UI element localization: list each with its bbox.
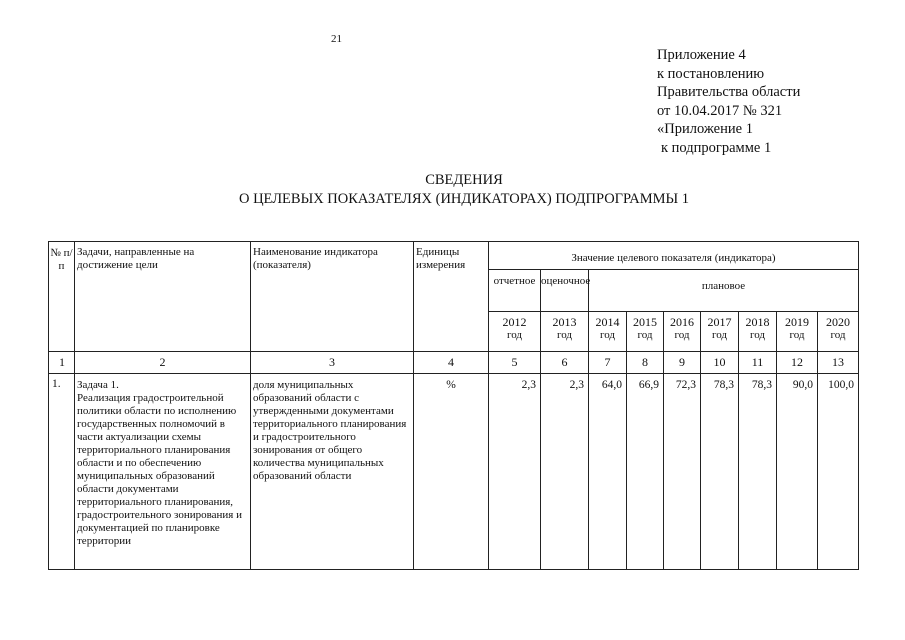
header-tasks: Задачи, направленные на достижение цели: [75, 242, 251, 352]
header-indicator: Наименование индикатора (показателя): [251, 242, 414, 352]
header-estimated: оценочное: [541, 270, 589, 312]
appendix-line: к постановлению: [657, 65, 765, 82]
column-number: 4: [414, 352, 489, 374]
value-cell: 100,0: [818, 374, 859, 570]
appendix-line: Правительства области: [657, 84, 801, 100]
column-number: 3: [251, 352, 414, 374]
header-value: Значение целевого показателя (индикатора): [489, 242, 859, 270]
title-line: О ЦЕЛЕВЫХ ПОКАЗАТЕЛЯХ (ИНДИКАТОРАХ) ПОДПРОГРАММЫ 1: [238, 191, 690, 207]
value-cell: 66,9: [627, 374, 664, 570]
title-line: СВЕДЕНИЯ: [425, 172, 503, 188]
document-title: [0, 171, 905, 209]
column-number: 10: [701, 352, 739, 374]
column-number: 5: [489, 352, 541, 374]
column-number: 6: [541, 352, 589, 374]
header-num: № п/п: [49, 242, 75, 352]
column-number: 2: [75, 352, 251, 374]
indicator-cell: доля муниципальных образований области с утвержденными документами территориального планирования и градостроительного зонирования от общего количества муниципальных образований области: [251, 374, 414, 570]
year-header: 2012 год: [489, 312, 541, 352]
header-units: Единицы измерения: [414, 242, 489, 352]
column-number: 13: [818, 352, 859, 374]
value-cell: 2,3: [489, 374, 541, 570]
value-cell: 64,0: [589, 374, 627, 570]
year-header: 2016 год: [664, 312, 701, 352]
appendix-line: к подпрограмме 1: [661, 139, 772, 156]
column-number: 7: [589, 352, 627, 374]
units-cell: %: [414, 374, 489, 570]
appendix-line: «Приложение 1: [657, 121, 753, 137]
value-cell: 90,0: [777, 374, 818, 570]
column-number: 9: [664, 352, 701, 374]
column-number-row: [49, 352, 859, 374]
column-number: 12: [777, 352, 818, 374]
appendix-block: [657, 46, 800, 157]
appendix-line: от 10.04.2017 № 321: [657, 102, 783, 119]
year-header: 2017 год: [701, 312, 739, 352]
column-number: 11: [739, 352, 777, 374]
value-cell: 78,3: [701, 374, 739, 570]
year-header: 2019 год: [777, 312, 818, 352]
page-number: 21: [331, 33, 342, 45]
table-row: [49, 374, 859, 570]
header-planned: плановое: [589, 270, 859, 312]
value-cell: 2,3: [541, 374, 589, 570]
appendix-line: Приложение 4: [657, 47, 746, 63]
task-cell: [75, 374, 251, 570]
header-reported: отчетное: [489, 270, 541, 312]
task-text: Реализация градостроительной политики области по исполнению государственных полномочий в части актуализации схемы территориального планирования области и по обеспечению муниципальных образований области документами территориального планирования, градостроительного зонирования и документацией по планировке территории: [77, 392, 242, 547]
year-header: 2015 год: [627, 312, 664, 352]
year-header: 2014 год: [589, 312, 627, 352]
year-header: 2013 год: [541, 312, 589, 352]
column-number: 1: [49, 352, 75, 374]
row-number: 1.: [49, 374, 75, 570]
column-number: 8: [627, 352, 664, 374]
year-header: 2018 год: [739, 312, 777, 352]
header-row-1: [49, 242, 859, 270]
indicators-table: [48, 241, 859, 570]
value-cell: 78,3: [739, 374, 777, 570]
task-title: Задача 1.: [77, 379, 119, 391]
value-cell: 72,3: [664, 374, 701, 570]
year-header: 2020 год: [818, 312, 859, 352]
